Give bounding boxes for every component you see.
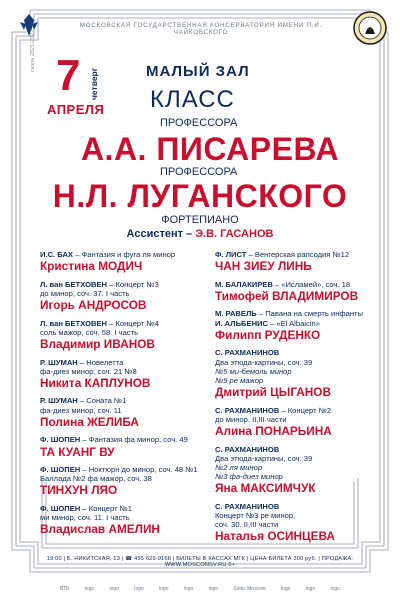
assistant-name: Э.В. ГАСАНОВ (195, 228, 274, 240)
work-line: ми минор, соч. 11. I часть (40, 513, 130, 523)
work-line: И.С. БАХ – Фантазия и фуга ля минор (40, 250, 176, 259)
sponsor-logo: logo (134, 586, 144, 592)
work-line: М. РАВЕЛЬ – Павана на смерть инфанты (215, 309, 363, 319)
ministry-emblem-icon (12, 10, 46, 44)
performer-name: ТИНХУН ЛЯО (40, 483, 118, 498)
work-line: Ф. ЛИСТ – Венгерская рапсодия №12 (215, 250, 350, 259)
program-item (40, 396, 210, 428)
work-line: до минор. II,III части (215, 414, 287, 424)
professor-2-name: Н.Л. ЛУГАНСКОГО (52, 178, 348, 214)
work-line: №3 фа-диез минор (215, 472, 283, 482)
conservatory-emblem-icon (352, 10, 388, 46)
program-item (40, 504, 210, 536)
sponsor-logo: logo (305, 586, 316, 592)
performer-name: Полина ЖЕЛИБА (40, 414, 139, 429)
class-heading: КЛАСС (150, 86, 235, 113)
program-item (40, 435, 210, 458)
program-item (40, 319, 210, 351)
work-line: Ф. ШОПЕН – Ноктюрн до минор, соч. 48 №1 (40, 465, 198, 475)
work-line: до минор, соч. 37. I часть (40, 288, 130, 298)
work-line: фа-диез минор, соч. 21 №8 (40, 366, 137, 376)
work-line: С. РАХМАНИНОВ (215, 348, 280, 358)
program-right-column (215, 250, 385, 550)
performer-name: Владислав АМЕЛИН (40, 522, 160, 537)
work-line: Два этюда-картины, соч. 39 (215, 357, 313, 367)
performer-name: ЧАН ЗИЕУ ЛИНЬ (215, 259, 312, 274)
sponsor-logo: Sonic Moscow (233, 586, 266, 592)
program-item (40, 280, 210, 312)
program-left-column (40, 250, 210, 543)
sponsor-logo: ВТБ (60, 586, 70, 592)
work-line: Концерт №3 ре минор, (215, 511, 296, 521)
performer-name: ТА КУАНГ ВУ (40, 444, 115, 459)
work-line: Р. ШУМАН – Новелетта (40, 357, 124, 367)
performer-name: Игорь АНДРОСОВ (40, 298, 147, 313)
date-month: АПРЕЛЯ (47, 102, 105, 117)
work-line: Л. ван БЕТХОВЕН – Концерт №4 (40, 318, 159, 328)
performer-name: Алина ПОНАРЬИНА (215, 424, 332, 439)
work-line: №5 ми-бемоль минор (215, 366, 292, 376)
assistant-line (0, 228, 400, 240)
sponsor-logo: logo (84, 586, 95, 592)
work-line: Баллада №2 фа мажор, соч. 38 (40, 474, 152, 484)
work-line: С. РАХМАНИНОВ – Концерт №2 (215, 405, 332, 415)
season-label: сезон 2021-2022 (30, 29, 36, 72)
work-line: М. БАЛАКИРЕВ – «Исламей», соч. 18 (215, 279, 351, 289)
performer-name: Яна МАКСИМЧУК (215, 481, 316, 496)
professor-2-label: ПРОФЕССОРА (160, 166, 238, 178)
instrument-label: ФОРТЕПИАНО (161, 214, 239, 226)
conservatory-name: МОСКОВСКАЯ ГОСУДАРСТВЕННАЯ КОНСЕРВАТОРИЯ ИМЕНИ П.И. ЧАЙКОВСКОГО (79, 22, 323, 36)
program-item (40, 465, 210, 497)
date-weekday: четверг (89, 67, 99, 100)
performer-name: Дмитрий ЦЫГАНОВ (215, 385, 331, 400)
program-item (215, 406, 385, 438)
work-line: Р. ШУМАН – Соната №1 (40, 396, 127, 406)
work-line: Л. ван БЕТХОВЕН – Концерт №3 (40, 279, 159, 289)
program-item (40, 250, 210, 273)
work-line: С. РАХМАНИНОВ (215, 501, 280, 511)
work-line: Ф. ШОПЕН – Концерт №1 (40, 503, 133, 513)
professor-1-label: ПРОФЕССОРА (160, 117, 238, 129)
work-line: №2 ля минор (215, 462, 263, 472)
performer-name: Наталья ОСИНЦЕВА (215, 529, 335, 544)
program-item (215, 502, 385, 544)
sponsor-logo: logo (330, 586, 340, 592)
program-item (40, 358, 210, 390)
sponsor-logo: logo (183, 586, 194, 592)
program-item (215, 445, 385, 496)
sponsor-logos (60, 586, 340, 592)
work-line: соч. 30. II,III части (215, 520, 279, 530)
program-item (215, 309, 385, 341)
work-line: Два этюда-картины, соч. 39 (215, 453, 313, 463)
sponsor-logo: logo (208, 586, 219, 592)
assistant-label: Ассистент – (126, 228, 193, 240)
performer-name: Тимофей ВЛАДИМИРОВ (215, 288, 359, 303)
work-line: И. АЛЬБЕНИС – «El Albaicin» (215, 318, 320, 328)
work-line: С. РАХМАНИНОВ (215, 444, 280, 454)
program-item (215, 348, 385, 399)
work-line: Ф. ШОПЕН – Фантазия фа минор, соч. 49 (40, 435, 188, 445)
venue-title: МАЛЫЙ ЗАЛ (146, 63, 250, 80)
sponsor-logo: logo (159, 586, 169, 592)
work-line: фа-диез минор, соч. 11 (40, 405, 122, 415)
program-item (215, 280, 385, 303)
footer-info: 19:00 | Б. НИКИТСКАЯ, 13 | ☎ 495 629-9168 | БИЛЕТЫ В КАССАХ МГК | ЦЕНА БИЛЕТА 300 руб. | ПРОДАЖА: WWW.MOSCONSV.RU 6+ (46, 556, 354, 568)
professor-1-name: А.А. ПИСАРЕВА (80, 131, 340, 167)
date-day: 7 (56, 51, 81, 100)
sponsor-logo: logo (280, 586, 291, 592)
performer-name: Кристина МОДИЧ (40, 259, 143, 274)
program-item (215, 250, 385, 273)
sponsor-logo: logo (109, 586, 119, 592)
performer-name: Никита КАПЛУНОВ (40, 375, 151, 390)
work-line: соль мажор, соч. 58. I часть (40, 327, 139, 337)
performer-name: Филипп РУДЕНКО (215, 327, 321, 342)
work-line: №9 ре мажор (215, 375, 264, 385)
performer-name: Владимир ИВАНОВ (40, 337, 155, 352)
